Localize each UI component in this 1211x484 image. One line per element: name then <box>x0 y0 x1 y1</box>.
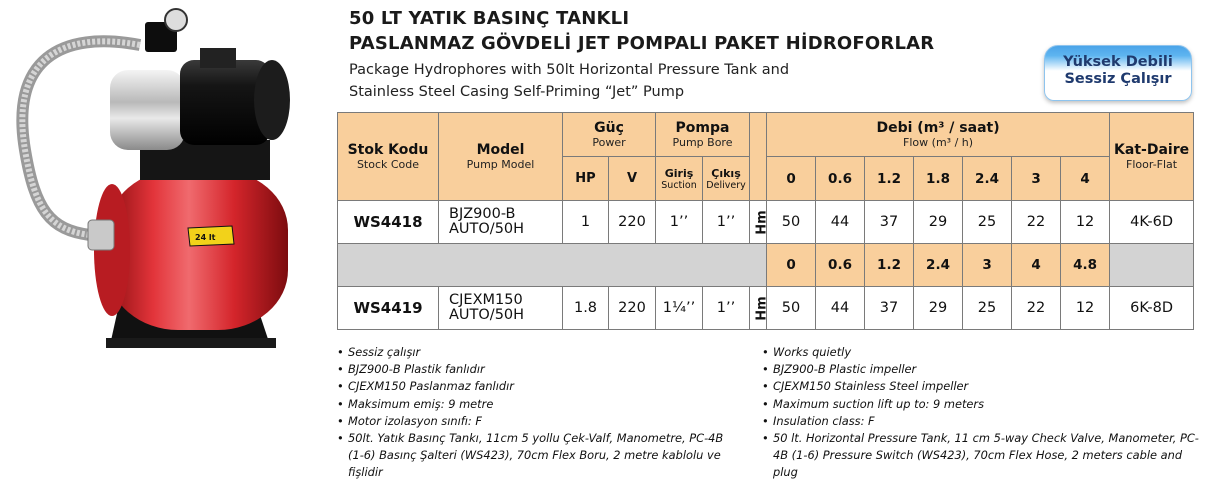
badge-line-1: Yüksek Debili <box>1063 54 1173 70</box>
voltage-cell: 220 <box>609 287 656 330</box>
title-line-1: 50 LT YATIK BASINÇ TANKLI <box>349 8 630 29</box>
flow-value: 0.6 <box>816 244 865 287</box>
suction-cell: 1’’ <box>656 201 703 244</box>
list-item: • Works quietly <box>762 345 852 359</box>
head-cell: 25 <box>963 201 1012 244</box>
head-cell: 44 <box>816 201 865 244</box>
svg-text:24 lt: 24 lt <box>195 233 216 242</box>
head-cell: 25 <box>963 287 1012 330</box>
list-item: • Maximum suction lift up to: 9 meters <box>762 396 985 411</box>
list-item: • BJZ900-B Plastic impeller <box>762 362 917 377</box>
flow-value: 0.6 <box>816 157 865 201</box>
head-cell: 12 <box>1061 287 1110 330</box>
grey-spacer <box>338 244 767 287</box>
header-flow: Debi (m³ / saat) Flow (m³ / h) <box>767 113 1110 157</box>
tank-label <box>188 226 234 246</box>
list-item: • CJEXM150 Paslanmaz fanlıdır <box>337 379 514 394</box>
list-item: • Motor izolasyon sınıfı: F <box>337 413 482 428</box>
header-floor: Kat-Daire Floor-Flat <box>1110 113 1194 201</box>
flow-value: 0 <box>767 244 816 287</box>
flow-value: 4 <box>1012 244 1061 287</box>
hp-cell: 1.8 <box>563 287 609 330</box>
spec-table <box>337 112 1194 330</box>
flow-value: 0 <box>767 157 816 201</box>
stock-code-cell: WS4419 <box>338 287 439 330</box>
subtitle-line-1: Package Hydrophores with 50lt Horizontal Pressure Tank and <box>349 62 790 78</box>
head-cell: 22 <box>1012 201 1061 244</box>
floor-cell: 4K-6D <box>1110 201 1194 244</box>
stock-code-cell: WS4418 <box>338 201 439 244</box>
head-cell: 37 <box>865 201 914 244</box>
head-cell: 50 <box>767 287 816 330</box>
list-item: • Sessiz çalışır <box>337 345 421 359</box>
header-v: V <box>609 157 656 201</box>
head-cell: 50 <box>767 201 816 244</box>
head-cell: 29 <box>914 201 963 244</box>
header-pump: Pompa Pump Bore <box>656 113 750 157</box>
features-list-en <box>762 344 1202 482</box>
hp-cell: 1 <box>563 201 609 244</box>
delivery-cell: 1’’ <box>703 201 750 244</box>
list-item: • BJZ900-B Plastik fanlıdır <box>337 362 485 377</box>
head-cell: 12 <box>1061 201 1110 244</box>
header-stock-code: Stok Kodu Stock Code <box>338 113 439 201</box>
flow-value: 2.4 <box>963 157 1012 201</box>
flow-value: 4.8 <box>1061 244 1110 287</box>
table-row <box>338 287 1194 330</box>
flow-value: 2.4 <box>914 244 963 287</box>
model-cell: CJEXM150 AUTO/50H <box>439 287 563 330</box>
head-cell: 37 <box>865 287 914 330</box>
head-cell: 44 <box>816 287 865 330</box>
delivery-cell: 1’’ <box>703 287 750 330</box>
subtitle-line-2: Stainless Steel Casing Self-Priming “Jet” Pump <box>349 84 685 100</box>
hm-label: Hm <box>750 201 767 244</box>
hydrophore-product-image <box>0 0 330 370</box>
badge-line-2: Sessiz Çalışır <box>1064 71 1172 87</box>
header-suction: Giriş Suction <box>656 157 703 201</box>
flow-value: 3 <box>963 244 1012 287</box>
head-cell: 22 <box>1012 287 1061 330</box>
features-list-tr <box>337 344 737 482</box>
list-item: • 50 lt. Horizontal Pressure Tank, 11 cm 5-way Check Valve, Manometer, PC-4B (1-6) Pressure Switch (WS423), 70cm Flex Hose, 2 meters cable and plug <box>762 431 1199 480</box>
head-cell: 29 <box>914 287 963 330</box>
list-item: • Maksimum emiş: 9 metre <box>337 396 494 411</box>
flow-value: 1.2 <box>865 157 914 201</box>
title-line-2: PASLANMAZ GÖVDELİ JET POMPALI PAKET HİDROFORLAR <box>349 33 935 54</box>
hm-label: Hm <box>750 287 767 330</box>
list-item: • 50lt. Yatık Basınç Tankı, 11cm 5 yollu Çek-Valf, Manometre, PC-4B (1-6) Basınç Şalteri (WS423), 70cm Flex Boru, 2 metre kablolu ve fişlidir <box>337 431 724 480</box>
header-hp: HP <box>563 157 609 201</box>
grey-spacer <box>1110 244 1194 287</box>
table-row <box>338 201 1194 244</box>
header-blank <box>750 113 767 201</box>
list-item: • Insulation class: F <box>762 413 875 428</box>
header-delivery: Çıkış Delivery <box>703 157 750 201</box>
flow-value: 4 <box>1061 157 1110 201</box>
voltage-cell: 220 <box>609 201 656 244</box>
flow-value: 1.8 <box>914 157 963 201</box>
list-item: • CJEXM150 Stainless Steel impeller <box>762 379 969 394</box>
model-cell: BJZ900-B AUTO/50H <box>439 201 563 244</box>
header-model: Model Pump Model <box>439 113 563 201</box>
header-power: Güç Power <box>563 113 656 157</box>
floor-cell: 6K-8D <box>1110 287 1194 330</box>
flow-value: 3 <box>1012 157 1061 201</box>
feature-badge <box>1044 45 1192 101</box>
flow-value: 1.2 <box>865 244 914 287</box>
suction-cell: 1¼’’ <box>656 287 703 330</box>
